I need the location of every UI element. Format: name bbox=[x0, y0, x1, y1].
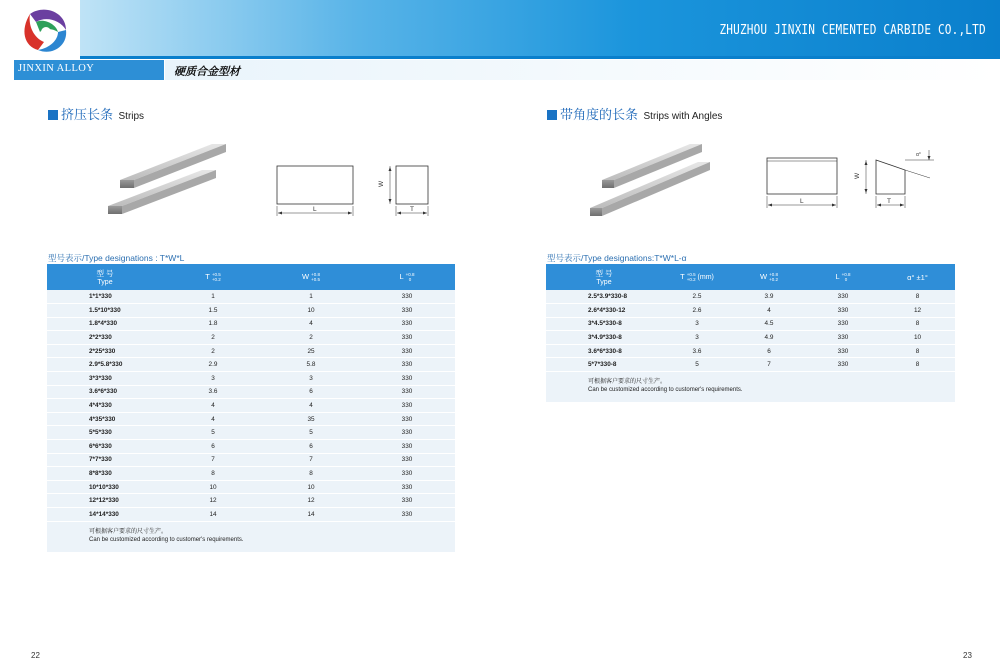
cell-value: 3 bbox=[662, 331, 732, 345]
cell-value: 2.6 bbox=[662, 304, 732, 318]
left-dim-l-label: L bbox=[313, 206, 317, 213]
cell-value: 8 bbox=[263, 467, 359, 481]
right-type-designations: 型号表示/Type designations:T*W*L-α bbox=[547, 253, 687, 263]
right-dim-l-label: L bbox=[800, 198, 804, 205]
cell-value: 8 bbox=[163, 467, 263, 481]
cell-value: 3 bbox=[662, 317, 732, 331]
cell-value: 8 bbox=[880, 344, 955, 358]
header-t bbox=[163, 264, 263, 290]
cell-value: 330 bbox=[806, 344, 880, 358]
cell-value: 3 bbox=[263, 372, 359, 386]
strips-table bbox=[47, 264, 455, 552]
header-l-tol-up: +0.8 bbox=[405, 272, 415, 278]
table-row bbox=[47, 304, 455, 318]
header-t-tol-up: +0.5 bbox=[211, 272, 221, 278]
header-t-tol-up: +0.5 bbox=[686, 272, 696, 278]
cell-value: 330 bbox=[359, 453, 455, 467]
cell-type: 4*35*330 bbox=[47, 412, 163, 426]
table-row bbox=[546, 358, 955, 372]
header-w-label: W bbox=[302, 271, 310, 281]
header-w-tol-dn: +0.2 bbox=[769, 277, 778, 283]
cell-value: 10 bbox=[263, 480, 359, 494]
table-row bbox=[546, 290, 955, 304]
table-row bbox=[47, 480, 455, 494]
left-dim-w-label: W bbox=[378, 180, 385, 187]
logo-text: JINXIN ALLOY bbox=[14, 60, 164, 80]
cell-value: 4 bbox=[263, 317, 359, 331]
cell-value: 6 bbox=[263, 440, 359, 454]
cell-value: 1 bbox=[163, 290, 263, 304]
cell-type: 3.6*6*330 bbox=[47, 385, 163, 399]
page-header bbox=[0, 0, 1000, 80]
cell-value: 3.9 bbox=[732, 290, 806, 304]
table-row bbox=[546, 304, 955, 318]
cell-value: 35 bbox=[263, 412, 359, 426]
cell-value: 4 bbox=[163, 399, 263, 413]
cell-value: 7 bbox=[263, 453, 359, 467]
cell-type: 8*8*330 bbox=[47, 467, 163, 481]
header-l-label: L bbox=[399, 271, 404, 281]
table-row bbox=[47, 331, 455, 345]
cell-value: 5 bbox=[662, 358, 732, 372]
cell-value: 330 bbox=[359, 372, 455, 386]
cell-value: 330 bbox=[359, 317, 455, 331]
cell-value: 10 bbox=[163, 480, 263, 494]
table-row bbox=[47, 508, 455, 522]
header-angle-label: α° ±1° bbox=[907, 272, 928, 282]
strips-illustration bbox=[108, 136, 228, 216]
cell-value: 8 bbox=[880, 317, 955, 331]
cell-type: 3*3*330 bbox=[47, 372, 163, 386]
cell-value: 330 bbox=[806, 358, 880, 372]
right-dim-w-label: W bbox=[854, 172, 861, 179]
note-cn: 可根据客户要求的尺寸生产。 bbox=[89, 528, 168, 535]
cell-type: 2.6*4*330-12 bbox=[546, 304, 662, 318]
left-section-title bbox=[48, 104, 144, 123]
cell-value: 7 bbox=[163, 453, 263, 467]
cell-value: 1.5 bbox=[163, 304, 263, 318]
page-number-left: 22 bbox=[31, 651, 40, 660]
cell-value: 330 bbox=[806, 317, 880, 331]
cell-type: 7*7*330 bbox=[47, 453, 163, 467]
cell-type: 4*4*330 bbox=[47, 399, 163, 413]
cell-type: 10*10*330 bbox=[47, 480, 163, 494]
cell-value: 6 bbox=[163, 440, 263, 454]
header-subbar bbox=[165, 60, 1000, 80]
header-w-label: W bbox=[760, 271, 768, 281]
table-row bbox=[47, 494, 455, 508]
table-row bbox=[47, 440, 455, 454]
header-w-tol-up: +0.8 bbox=[769, 272, 778, 278]
cell-value: 330 bbox=[359, 304, 455, 318]
left-title-cn: 挤压长条 bbox=[61, 107, 114, 122]
cell-type: 3.6*6*330-8 bbox=[546, 344, 662, 358]
table-row bbox=[546, 331, 955, 345]
header-l bbox=[359, 264, 455, 290]
cell-value: 2 bbox=[163, 331, 263, 345]
cell-type: 2*25*330 bbox=[47, 344, 163, 358]
right-title-cn: 带角度的长条 bbox=[560, 107, 639, 122]
title-square-icon bbox=[48, 110, 58, 120]
header-type-cn: 型 号 bbox=[96, 269, 114, 278]
cell-value: 330 bbox=[359, 467, 455, 481]
header-l-tol-dn: 0 bbox=[844, 277, 848, 283]
strips-dimension-diagram bbox=[272, 160, 452, 230]
cell-value: 330 bbox=[359, 508, 455, 522]
header-l bbox=[806, 264, 880, 290]
cell-value: 4 bbox=[263, 399, 359, 413]
header-w bbox=[263, 264, 359, 290]
cell-value: 330 bbox=[806, 331, 880, 345]
cell-value: 3 bbox=[163, 372, 263, 386]
cell-type: 5*7*330-8 bbox=[546, 358, 662, 372]
table-row bbox=[47, 453, 455, 467]
cell-type: 2.5*3.9*330-8 bbox=[546, 290, 662, 304]
cell-value: 330 bbox=[359, 290, 455, 304]
note-en: Can be customized according to customer's requirements. bbox=[89, 536, 244, 543]
header-l-label: L bbox=[835, 271, 840, 281]
header-type bbox=[47, 264, 163, 290]
logo-icon bbox=[0, 0, 80, 60]
header-t-tol-dn: +0.2 bbox=[211, 277, 221, 283]
cell-value: 330 bbox=[359, 358, 455, 372]
header-w bbox=[732, 264, 806, 290]
cell-value: 8 bbox=[880, 358, 955, 372]
header-l-tol-up: +0.8 bbox=[841, 272, 851, 278]
cell-type: 14*14*330 bbox=[47, 508, 163, 522]
cell-value: 6 bbox=[263, 385, 359, 399]
cell-value: 3.6 bbox=[662, 344, 732, 358]
header-t-label: T bbox=[680, 271, 685, 281]
cell-value: 1 bbox=[263, 290, 359, 304]
cell-value: 4 bbox=[163, 412, 263, 426]
left-title-en: Strips bbox=[118, 111, 145, 122]
right-dim-t-label: T bbox=[887, 198, 891, 205]
table-note bbox=[47, 521, 455, 552]
right-section-title bbox=[547, 104, 722, 123]
cell-value: 330 bbox=[359, 426, 455, 440]
cell-value: 1.8 bbox=[163, 317, 263, 331]
cell-type: 12*12*330 bbox=[47, 494, 163, 508]
cell-type: 3*4.5*330-8 bbox=[546, 317, 662, 331]
cell-value: 4 bbox=[732, 304, 806, 318]
cell-value: 10 bbox=[263, 304, 359, 318]
table-row bbox=[47, 412, 455, 426]
cell-type: 6*6*330 bbox=[47, 440, 163, 454]
header-type-en: Type bbox=[596, 279, 612, 286]
cell-type: 1.8*4*330 bbox=[47, 317, 163, 331]
header-t bbox=[662, 264, 732, 290]
cell-value: 8 bbox=[880, 290, 955, 304]
header-t-unit: (mm) bbox=[697, 273, 714, 281]
cell-value: 330 bbox=[359, 344, 455, 358]
cell-value: 7 bbox=[732, 358, 806, 372]
cell-value: 2 bbox=[163, 344, 263, 358]
cell-type: 5*5*330 bbox=[47, 426, 163, 440]
table-note-row bbox=[47, 521, 455, 552]
cell-value: 2 bbox=[263, 331, 359, 345]
cell-value: 330 bbox=[359, 331, 455, 345]
table-row bbox=[47, 399, 455, 413]
cell-type: 3*4.9*330-8 bbox=[546, 331, 662, 345]
cell-value: 330 bbox=[359, 399, 455, 413]
cell-value: 25 bbox=[263, 344, 359, 358]
table-row bbox=[47, 290, 455, 304]
cell-type: 1*1*330 bbox=[47, 290, 163, 304]
right-dim-angle-label: α° bbox=[916, 152, 921, 158]
note-cn: 可根据客户要求的尺寸生产。 bbox=[588, 379, 667, 386]
header-type-cn: 型 号 bbox=[595, 269, 613, 278]
cell-value: 12 bbox=[880, 304, 955, 318]
header-angle bbox=[880, 264, 955, 290]
cell-value: 330 bbox=[359, 494, 455, 508]
table-row bbox=[47, 385, 455, 399]
cell-type: 1.5*10*330 bbox=[47, 304, 163, 318]
cell-value: 2.5 bbox=[662, 290, 732, 304]
angled-strips-table-header bbox=[546, 264, 955, 290]
cell-value: 330 bbox=[806, 290, 880, 304]
table-row bbox=[47, 426, 455, 440]
cell-value: 330 bbox=[359, 412, 455, 426]
title-square-icon bbox=[547, 110, 557, 120]
table-row bbox=[546, 344, 955, 358]
table-row bbox=[47, 467, 455, 481]
header-type bbox=[546, 264, 662, 290]
cell-value: 12 bbox=[163, 494, 263, 508]
left-dim-t-label: T bbox=[410, 206, 414, 213]
header-stripe bbox=[80, 56, 1000, 59]
cell-value: 3.6 bbox=[163, 385, 263, 399]
table-note bbox=[546, 372, 955, 403]
cell-value: 330 bbox=[359, 385, 455, 399]
cell-value: 6 bbox=[732, 344, 806, 358]
right-title-en: Strips with Angles bbox=[643, 111, 723, 122]
table-note-row bbox=[546, 372, 955, 403]
cell-value: 5 bbox=[263, 426, 359, 440]
cell-type: 2*2*330 bbox=[47, 331, 163, 345]
strips-table-body bbox=[47, 290, 455, 552]
angled-strips-illustration bbox=[590, 136, 710, 216]
header-w-tol-dn: +0.5 bbox=[311, 277, 320, 283]
cell-value: 4.5 bbox=[732, 317, 806, 331]
cell-value: 330 bbox=[806, 304, 880, 318]
angled-strips-dimension-diagram bbox=[762, 148, 952, 218]
cell-value: 5 bbox=[163, 426, 263, 440]
table-row bbox=[47, 344, 455, 358]
cell-value: 5.8 bbox=[263, 358, 359, 372]
table-row bbox=[47, 372, 455, 386]
cell-value: 4.9 bbox=[732, 331, 806, 345]
cell-value: 2.9 bbox=[163, 358, 263, 372]
left-type-designations: 型号表示/Type designations : T*W*L bbox=[48, 253, 185, 263]
company-name: ZHUZHOU JINXIN CEMENTED CARBIDE CO.,LTD bbox=[719, 22, 986, 38]
header-type-en: Type bbox=[97, 279, 113, 286]
table-row bbox=[47, 317, 455, 331]
header-w-tol-up: +0.8 bbox=[311, 272, 320, 278]
header-l-tol-dn: 0 bbox=[408, 277, 412, 283]
page-number-right: 23 bbox=[963, 651, 972, 660]
table-row bbox=[47, 358, 455, 372]
header-t-label: T bbox=[205, 271, 210, 281]
cell-value: 330 bbox=[359, 440, 455, 454]
cell-value: 12 bbox=[263, 494, 359, 508]
note-en: Can be customized according to customer's requirements. bbox=[588, 387, 743, 394]
angled-strips-table-body bbox=[546, 290, 955, 402]
angled-strips-table bbox=[546, 264, 955, 402]
strips-table-header bbox=[47, 264, 455, 290]
cell-value: 14 bbox=[263, 508, 359, 522]
cell-value: 14 bbox=[163, 508, 263, 522]
table-row bbox=[546, 317, 955, 331]
header-t-tol-dn: +0.2 bbox=[686, 277, 696, 283]
page-subtitle: 硬质合金型材 bbox=[174, 66, 240, 78]
company-logo bbox=[0, 0, 80, 60]
cell-value: 330 bbox=[359, 480, 455, 494]
cell-type: 2.9*5.8*330 bbox=[47, 358, 163, 372]
cell-value: 10 bbox=[880, 331, 955, 345]
